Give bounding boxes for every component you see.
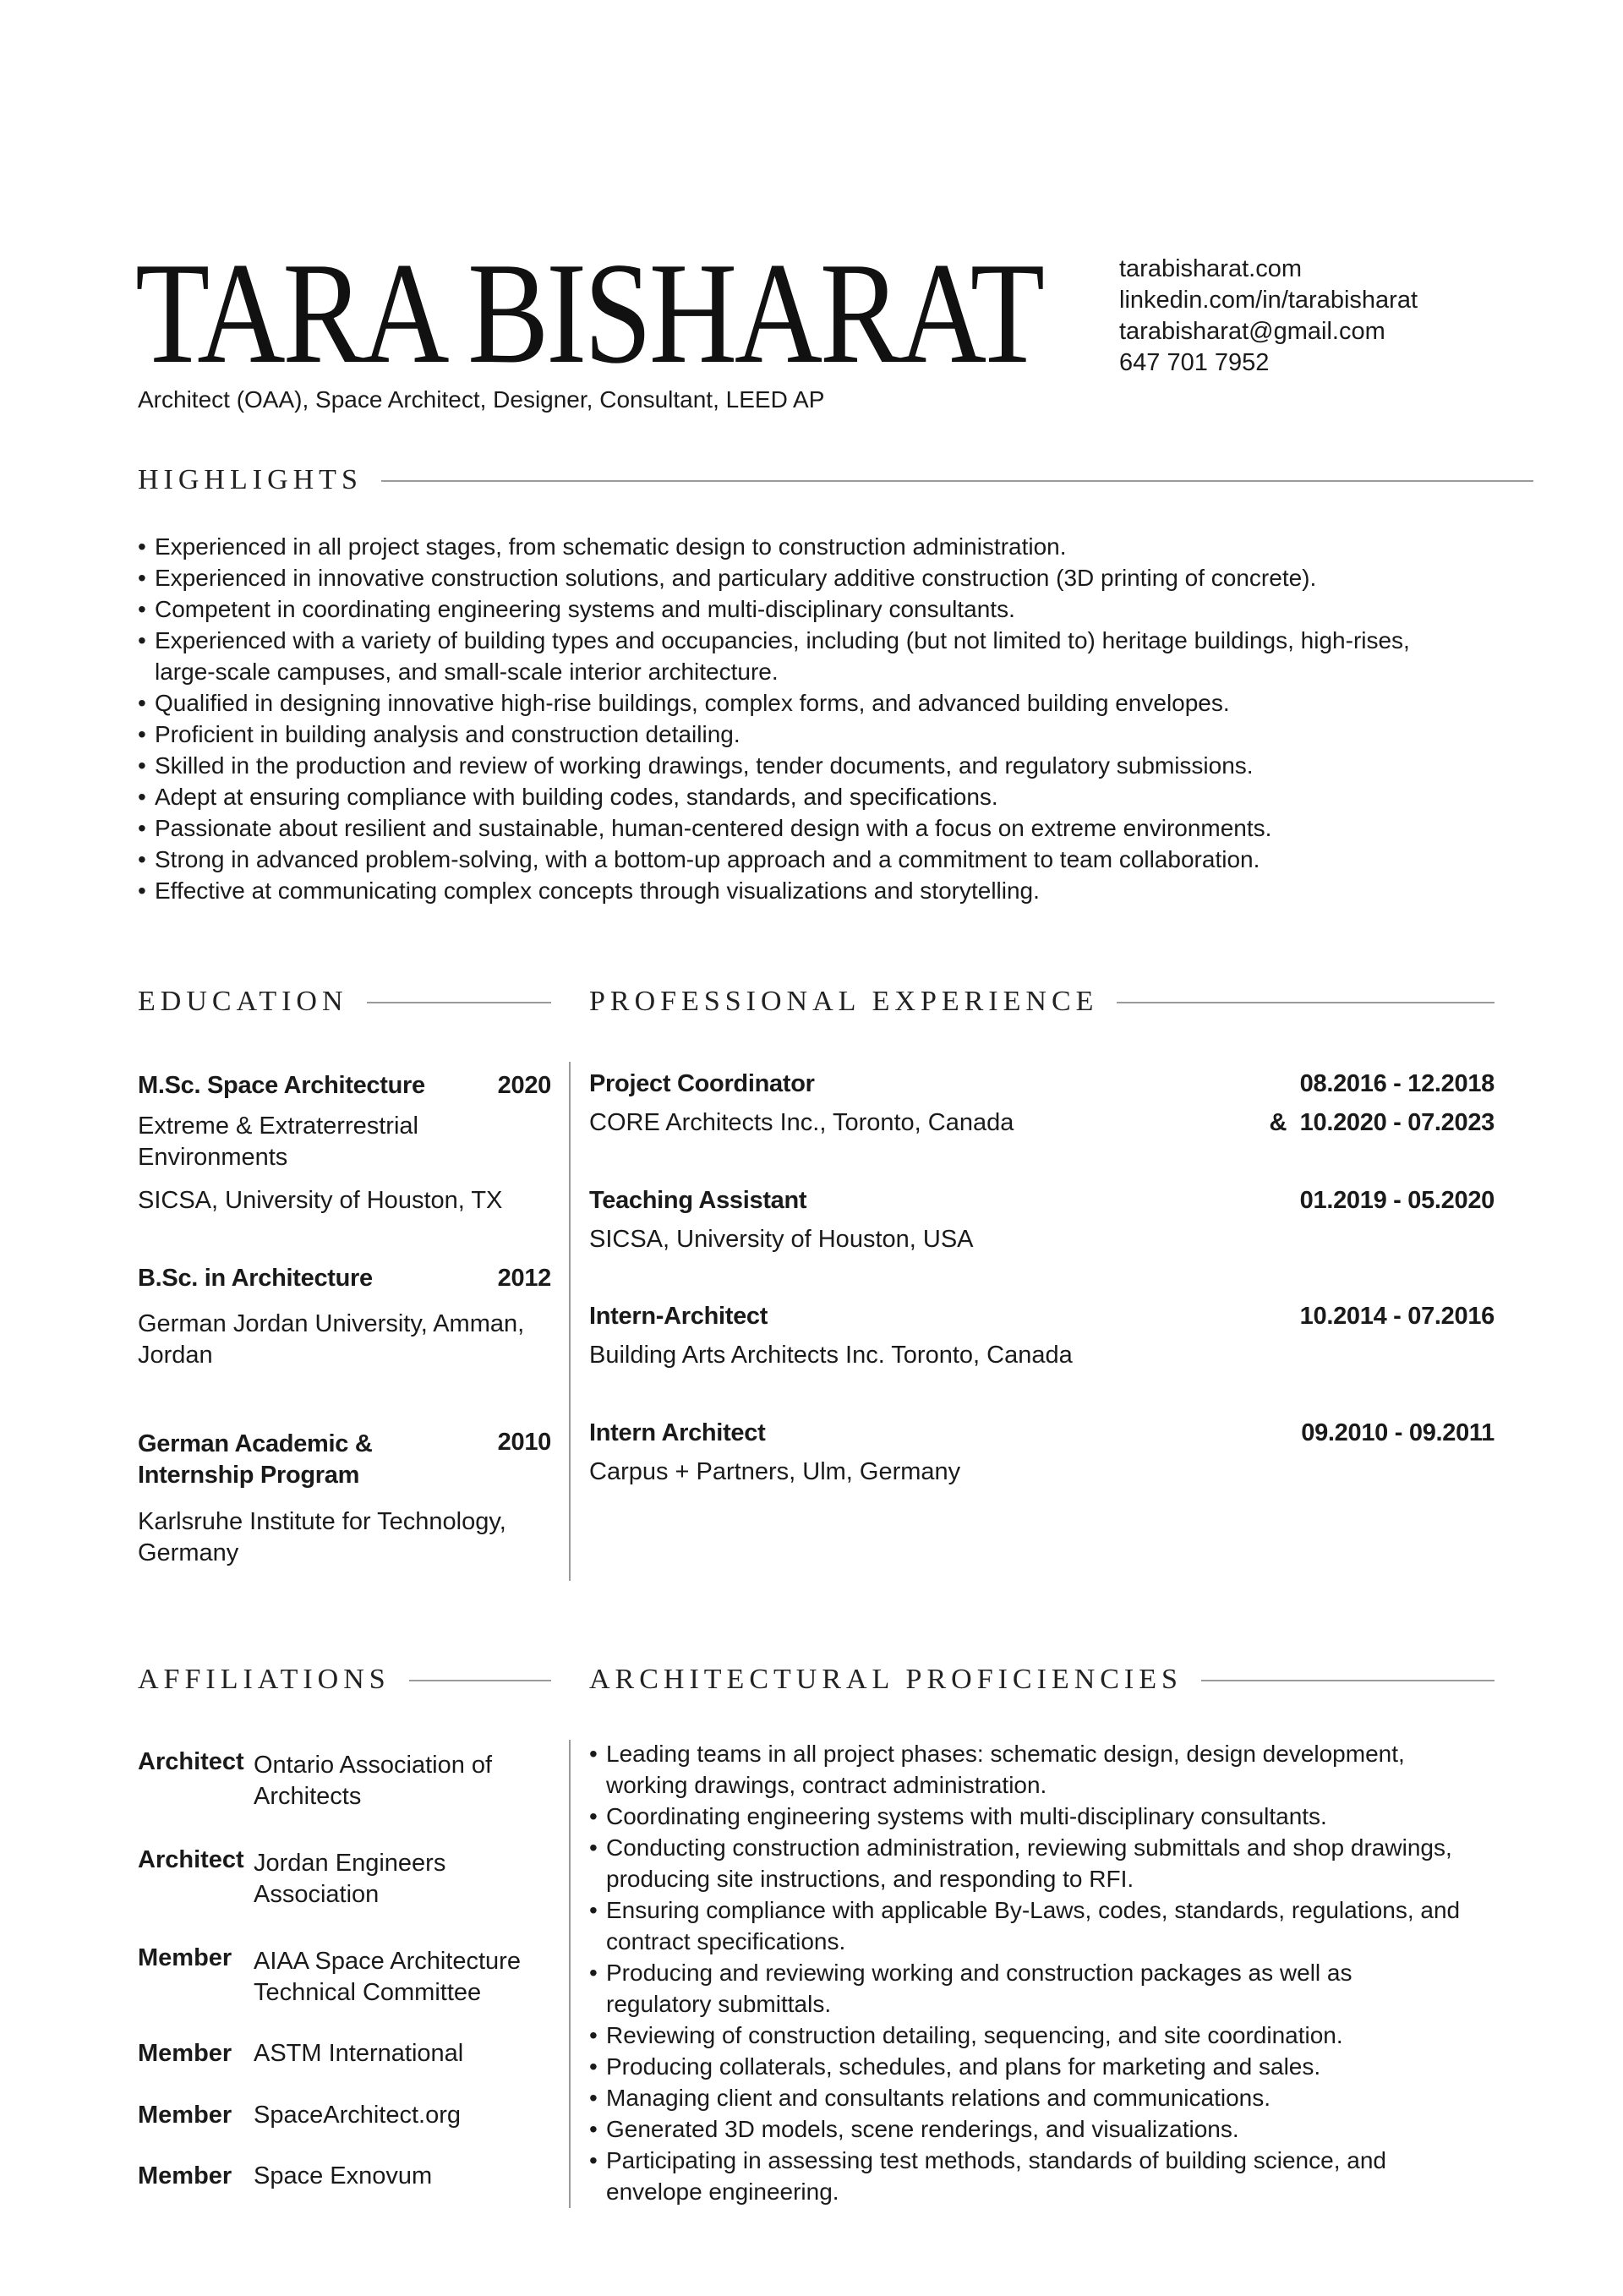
contact-phone: 647 701 7952 (1119, 349, 1270, 376)
affiliation-role: Member (138, 2102, 232, 2129)
experience-org: Carpus + Partners, Ulm, Germany (589, 1458, 961, 1485)
list-item: • Skilled in the production and review of working drawings, tender documents, and regulatory submissions. (138, 750, 1490, 781)
experience-org: SICSA, University of Houston, USA (589, 1226, 974, 1253)
list-item: • Adept at ensuring compliance with building codes, standards, and specifications. (138, 781, 1490, 812)
education-year: 2020 (497, 1072, 551, 1099)
education-degree: M.Sc. Space Architecture (138, 1072, 425, 1099)
affiliations-rule (406, 1680, 551, 1681)
affiliation-role: Member (138, 2162, 232, 2189)
affiliation-role: Member (138, 2040, 232, 2067)
experience-org: Building Arts Architects Inc. Toronto, Canada (589, 1342, 1073, 1369)
education-divider (569, 1062, 571, 1581)
affiliation-item (138, 1943, 577, 2010)
affiliations-heading: AFFILIATIONS (138, 1663, 409, 1697)
education-school: Karlsruhe Institute for Technology, Germany (138, 1508, 506, 1566)
list-item: • Proficient in building analysis and construction detailing. (138, 719, 1490, 750)
education-degree: B.Sc. in Architecture (138, 1265, 373, 1292)
experience-role: Intern Architect (589, 1419, 766, 1446)
list-item: • Managing client and consultants relations and communications. (589, 2082, 1498, 2113)
highlights-rule (375, 480, 1533, 482)
list-item: • Qualified in designing innovative high-rise buildings, complex forms, and advanced building envelopes. (138, 687, 1490, 719)
list-item: • Leading teams in all project phases: schematic design, design development, working drawings, contract administration. (589, 1738, 1451, 1801)
education-heading: EDUCATION (138, 985, 367, 1019)
list-item: • Experienced in all project stages, from schematic design to construction administration. (138, 531, 1490, 562)
affiliation-item (138, 1845, 577, 1912)
education-school: SICSA, University of Houston, TX (138, 1187, 503, 1214)
highlights-heading: HIGHLIGHTS (138, 463, 381, 497)
experience-role: Teaching Assistant (589, 1187, 807, 1214)
experience-dates: & 10.2020 - 07.2023 (1269, 1109, 1495, 1136)
affiliation-org: ASTM International (254, 2040, 464, 2067)
experience-dates: 10.2014 - 07.2016 (1299, 1303, 1495, 1330)
affiliations-divider (569, 1740, 571, 2208)
affiliation-role: Member (138, 1944, 232, 1971)
proficiencies-list (589, 1738, 1498, 2207)
list-item: • Experienced with a variety of building types and occupancies, including (but not limited to) heritage buildings, high-rises, large-scale campuses, and small-scale interior architecture. (138, 625, 1473, 687)
affiliation-item (138, 1747, 577, 1814)
list-item: • Generated 3D models, scene renderings, and visualizations. (589, 2113, 1498, 2145)
affiliation-org: Ontario Association of Architects (254, 1752, 493, 1810)
education-rule (358, 1002, 551, 1003)
list-item: • Conducting construction administration, reviewing submittals and shop drawings, producing site instructions, and responding to RFI. (589, 1832, 1498, 1894)
experience-role: Intern-Architect (589, 1303, 768, 1330)
experience-dates: 09.2010 - 09.2011 (1301, 1419, 1495, 1446)
list-item: • Ensuring compliance with applicable By-Laws, codes, standards, regulations, and contract specifications. (589, 1894, 1498, 1957)
proficiencies-heading: ARCHITECTURAL PROFICIENCIES (589, 1663, 1201, 1697)
list-item: • Producing and reviewing working and construction packages as well as regulatory submittals. (589, 1957, 1418, 2020)
affiliation-org: Space Exnovum (254, 2162, 433, 2189)
experience-org: CORE Architects Inc., Toronto, Canada (589, 1109, 1014, 1136)
list-item: • Competent in coordinating engineering systems and multi-disciplinary consultants. (138, 593, 1490, 625)
proficiencies-rule (1183, 1680, 1495, 1681)
experience-rule (1107, 1002, 1495, 1003)
education-school: German Jordan University, Amman, Jordan (138, 1310, 525, 1369)
list-item: • Passionate about resilient and sustainable, human-centered design with a focus on extreme environments. (138, 812, 1490, 844)
affiliation-org: AIAA Space Architecture Technical Committee (254, 1948, 521, 2006)
list-item: • Participating in assessing test methods, standards of building science, and envelope engineering. (589, 2145, 1451, 2207)
education-year: 2012 (497, 1265, 551, 1292)
affiliation-item (138, 2100, 577, 2134)
experience-dates: 01.2019 - 05.2020 (1299, 1187, 1495, 1214)
experience-role: Project Coordinator (589, 1070, 815, 1097)
candidate-name: TARA BISHARAT (135, 233, 1042, 394)
experience-dates: 08.2016 - 12.2018 (1299, 1070, 1495, 1097)
affiliation-role: Architect (138, 1748, 244, 1775)
experience-heading: PROFESSIONAL EXPERIENCE (589, 985, 1117, 1019)
affiliation-org: Jordan Engineers Association (254, 1850, 446, 1908)
affiliation-item (138, 2161, 577, 2195)
list-item: • Experienced in innovative construction solutions, and particulary additive construction (3D printing of concrete). (138, 562, 1490, 593)
list-item: • Coordinating engineering systems with multi-disciplinary consultants. (589, 1801, 1498, 1832)
contact-block (1119, 254, 1418, 379)
list-item: • Strong in advanced problem-solving, with a bottom-up approach and a commitment to team collaboration. (138, 844, 1490, 875)
contact-linkedin[interactable]: linkedin.com/in/tarabisharat (1119, 287, 1418, 314)
affiliation-org: SpaceArchitect.org (254, 2102, 462, 2129)
affiliation-item (138, 2038, 577, 2072)
highlights-list (138, 531, 1490, 906)
education-degree: German Academic & Internship Program (138, 1430, 373, 1489)
education-field: Extreme & Extraterrestrial Environments (138, 1112, 418, 1171)
affiliation-role: Architect (138, 1846, 244, 1873)
education-year: 2010 (497, 1429, 551, 1456)
list-item: • Effective at communicating complex concepts through visualizations and storytelling. (138, 875, 1490, 906)
contact-email[interactable]: tarabisharat@gmail.com (1119, 318, 1385, 345)
list-item: • Producing collaterals, schedules, and plans for marketing and sales. (589, 2051, 1498, 2082)
candidate-title: Architect (OAA), Space Architect, Designer, Consultant, LEED AP (138, 386, 825, 413)
contact-website[interactable]: tarabisharat.com (1119, 255, 1302, 282)
list-item: • Reviewing of construction detailing, sequencing, and site coordination. (589, 2020, 1498, 2051)
